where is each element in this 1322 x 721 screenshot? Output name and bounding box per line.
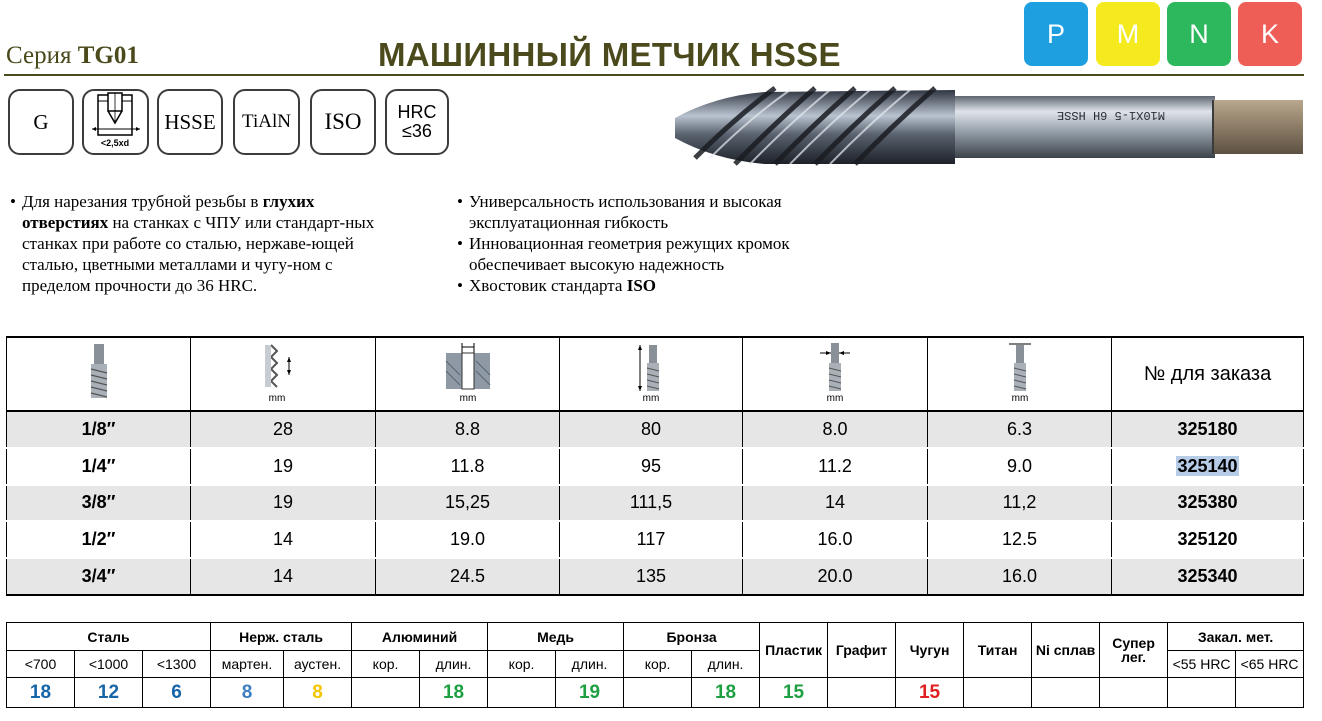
- val-austenitic: 8: [284, 678, 352, 708]
- description-right: [457, 191, 887, 296]
- badge-hsse: [157, 89, 223, 155]
- table-row: [7, 521, 1304, 558]
- cell-order[interactable]: 325340: [1112, 558, 1304, 595]
- sub-steel-700: <700: [7, 651, 75, 678]
- description-left: [10, 191, 400, 296]
- cell-drill: 8.8: [376, 411, 560, 448]
- cell-drill: 11.8: [376, 448, 560, 485]
- badge-tolerance: [8, 89, 74, 155]
- mat-super-line1: Супер: [1112, 635, 1155, 651]
- cell-size: 1/4″: [7, 448, 191, 485]
- table-row: [7, 411, 1304, 448]
- cell-shank: 16.0: [743, 521, 928, 558]
- overall-length-icon: [636, 341, 666, 403]
- unit-label: mm: [1011, 392, 1028, 403]
- val-cu-long: 19: [556, 678, 624, 708]
- mat-cast-iron: Чугун: [896, 623, 964, 678]
- val-super-alloy: [1100, 678, 1168, 708]
- bullet-text: Инновационная геометрия режущих кромок: [469, 234, 790, 253]
- sub-al-long: длин.: [420, 651, 488, 678]
- depth-label: <2,5xd: [100, 138, 130, 148]
- val-martensitic: 8: [211, 678, 284, 708]
- cell-length: 80: [560, 411, 743, 448]
- sub-cu-short: кор.: [488, 651, 556, 678]
- cell-shank: 20.0: [743, 558, 928, 595]
- cell-pitch: 14: [191, 521, 376, 558]
- mat-super-alloy: [1100, 623, 1168, 678]
- unit-label: mm: [642, 392, 660, 403]
- title-rule: [4, 74, 1304, 76]
- sub-martensitic: мартен.: [211, 651, 284, 678]
- mat-hardened: Закал. мет.: [1168, 623, 1304, 651]
- cell-square: 11,2: [928, 485, 1112, 522]
- series-prefix: Серия: [6, 42, 72, 69]
- selected-order-text[interactable]: 325140: [1177, 455, 1238, 476]
- bullet-geometry: [457, 233, 887, 275]
- cell-order[interactable]: 325380: [1112, 485, 1304, 522]
- header-order-number: № для заказа: [1112, 337, 1304, 411]
- sub-austenitic: аустен.: [284, 651, 352, 678]
- badge-depth: [82, 89, 149, 155]
- header-overall-length: [560, 337, 743, 411]
- header-thread-size: [7, 337, 191, 411]
- bullet-text: Хвостовик стандарта: [469, 276, 627, 295]
- sub-steel-1000: <1000: [75, 651, 143, 678]
- sub-al-short: кор.: [352, 651, 420, 678]
- material-group-n: N: [1167, 2, 1231, 66]
- bullet-bold: глухих отверстиях: [22, 192, 315, 232]
- cell-pitch: 19: [191, 448, 376, 485]
- square-size-icon: [1003, 341, 1037, 403]
- cell-size: 3/8″: [7, 485, 191, 522]
- mat-ni-alloy: Ni сплав: [1032, 623, 1100, 678]
- thread-size-icon: [88, 342, 110, 402]
- material-group-p: P: [1024, 2, 1088, 66]
- bullet-text: обеспечивает высокую надежность: [469, 255, 725, 274]
- bullet-text: эксплуатационная гибкость: [469, 213, 669, 232]
- cell-size: 1/8″: [7, 411, 191, 448]
- mat-titanium: Титан: [964, 623, 1032, 678]
- mat-super-line2: лег.: [1121, 649, 1146, 665]
- val-hrc-55: [1168, 678, 1236, 708]
- bullet-versatility: [457, 191, 887, 233]
- cell-length: 111,5: [560, 485, 743, 522]
- mat-stainless: Нерж. сталь: [211, 623, 352, 651]
- sub-steel-1300: <1300: [143, 651, 211, 678]
- unit-label: mm: [826, 392, 844, 403]
- table-row: [7, 485, 1304, 522]
- cell-drill: 15,25: [376, 485, 560, 522]
- bullet-shank: [457, 275, 887, 296]
- val-hrc-65: [1236, 678, 1304, 708]
- bullet-application: [10, 191, 400, 296]
- header-pitch: [191, 337, 376, 411]
- bullet-text: Для нарезания трубной резьбы в: [22, 192, 263, 211]
- cell-pitch: 14: [191, 558, 376, 595]
- material-group-k: K: [1238, 2, 1302, 66]
- badge-tialn: [233, 89, 300, 155]
- sub-hrc-55: <55 HRC: [1168, 651, 1236, 678]
- cell-square: 16.0: [928, 558, 1112, 595]
- cell-size: 1/2″: [7, 521, 191, 558]
- tap-engraving: M10X1-5 6H HSSE: [1056, 108, 1165, 122]
- val-al-long: 18: [420, 678, 488, 708]
- shank-diameter-icon: [818, 341, 852, 403]
- cell-length: 95: [560, 448, 743, 485]
- header-shank-diameter: [743, 337, 928, 411]
- cell-shank: 11.2: [743, 448, 928, 485]
- header-drill-diameter: [376, 337, 560, 411]
- unit-label: mm: [268, 392, 286, 403]
- cell-order[interactable]: [1112, 448, 1304, 485]
- cell-drill: 24.5: [376, 558, 560, 595]
- badge-iso-label: ISO: [324, 109, 362, 134]
- page-title: МАШИННЫЙ МЕТЧИК HSSE: [378, 36, 841, 73]
- blind-hole-icon: [84, 91, 147, 153]
- cell-pitch: 19: [191, 485, 376, 522]
- mat-copper: Медь: [488, 623, 624, 651]
- bullet-text: Универсальность использования и высокая: [469, 192, 782, 211]
- cell-square: 12.5: [928, 521, 1112, 558]
- val-ni-alloy: [1032, 678, 1100, 708]
- table-row: [7, 558, 1304, 595]
- val-graphite: [828, 678, 896, 708]
- sub-br-long: длин.: [692, 651, 760, 678]
- thread-pitch-icon: [263, 341, 303, 403]
- cell-size: 3/4″: [7, 558, 191, 595]
- badge-tialn-label: TiAlN: [242, 111, 291, 132]
- series-code: TG01: [77, 42, 139, 69]
- mat-aluminium: Алюминий: [352, 623, 488, 651]
- mat-bronze: Бронза: [624, 623, 760, 651]
- header-square-size: [928, 337, 1112, 411]
- sub-br-short: кор.: [624, 651, 692, 678]
- table-header-row: [7, 337, 1304, 411]
- cell-order[interactable]: 325120: [1112, 521, 1304, 558]
- sub-cu-long: длин.: [556, 651, 624, 678]
- badge-hsse-label: HSSE: [164, 109, 216, 134]
- materials-table: [6, 622, 1304, 708]
- cell-pitch: 28: [191, 411, 376, 448]
- val-steel-1000: 12: [75, 678, 143, 708]
- val-cast-iron: 15: [896, 678, 964, 708]
- cell-length: 117: [560, 521, 743, 558]
- mat-graphite: Графит: [828, 623, 896, 678]
- materials-value-row: [7, 678, 1304, 708]
- materials-group-row: [7, 623, 1304, 651]
- mat-steel: Сталь: [7, 623, 211, 651]
- cell-length: 135: [560, 558, 743, 595]
- sub-hrc-65: <65 HRC: [1236, 651, 1304, 678]
- dimensions-table: [6, 336, 1304, 596]
- mat-plastic: Пластик: [760, 623, 828, 678]
- drill-diameter-icon: [442, 341, 494, 403]
- val-steel-700: 18: [7, 678, 75, 708]
- series-label: [6, 42, 139, 70]
- badge-hrc: [385, 89, 449, 155]
- cell-square: 6.3: [928, 411, 1112, 448]
- cell-order[interactable]: 325180: [1112, 411, 1304, 448]
- val-titanium: [964, 678, 1032, 708]
- val-br-short: [624, 678, 692, 708]
- material-group-m: M: [1096, 2, 1160, 66]
- table-row: [7, 448, 1304, 485]
- cell-square: 9.0: [928, 448, 1112, 485]
- val-al-short: [352, 678, 420, 708]
- bullet-text: на станках с ЧПУ или стандарт-ных станках при работе со сталью, нержаве-ющей сталью, цветными металлами и чугу-ном с пределом прочности до 36 HRC.: [22, 213, 375, 295]
- val-plastic: 15: [760, 678, 828, 708]
- val-cu-short: [488, 678, 556, 708]
- val-steel-1300: 6: [143, 678, 211, 708]
- badge-hrc-line1: HRC: [397, 102, 437, 122]
- badge-tolerance-label: G: [33, 109, 49, 134]
- cell-shank: 8.0: [743, 411, 928, 448]
- unit-label: mm: [459, 392, 476, 403]
- cell-shank: 14: [743, 485, 928, 522]
- bullet-bold: ISO: [626, 276, 657, 295]
- tap-photo: [655, 78, 1305, 178]
- badge-hrc-line2: ≤36: [402, 121, 432, 141]
- val-br-long: 18: [692, 678, 760, 708]
- badge-iso: [310, 89, 376, 155]
- cell-drill: 19.0: [376, 521, 560, 558]
